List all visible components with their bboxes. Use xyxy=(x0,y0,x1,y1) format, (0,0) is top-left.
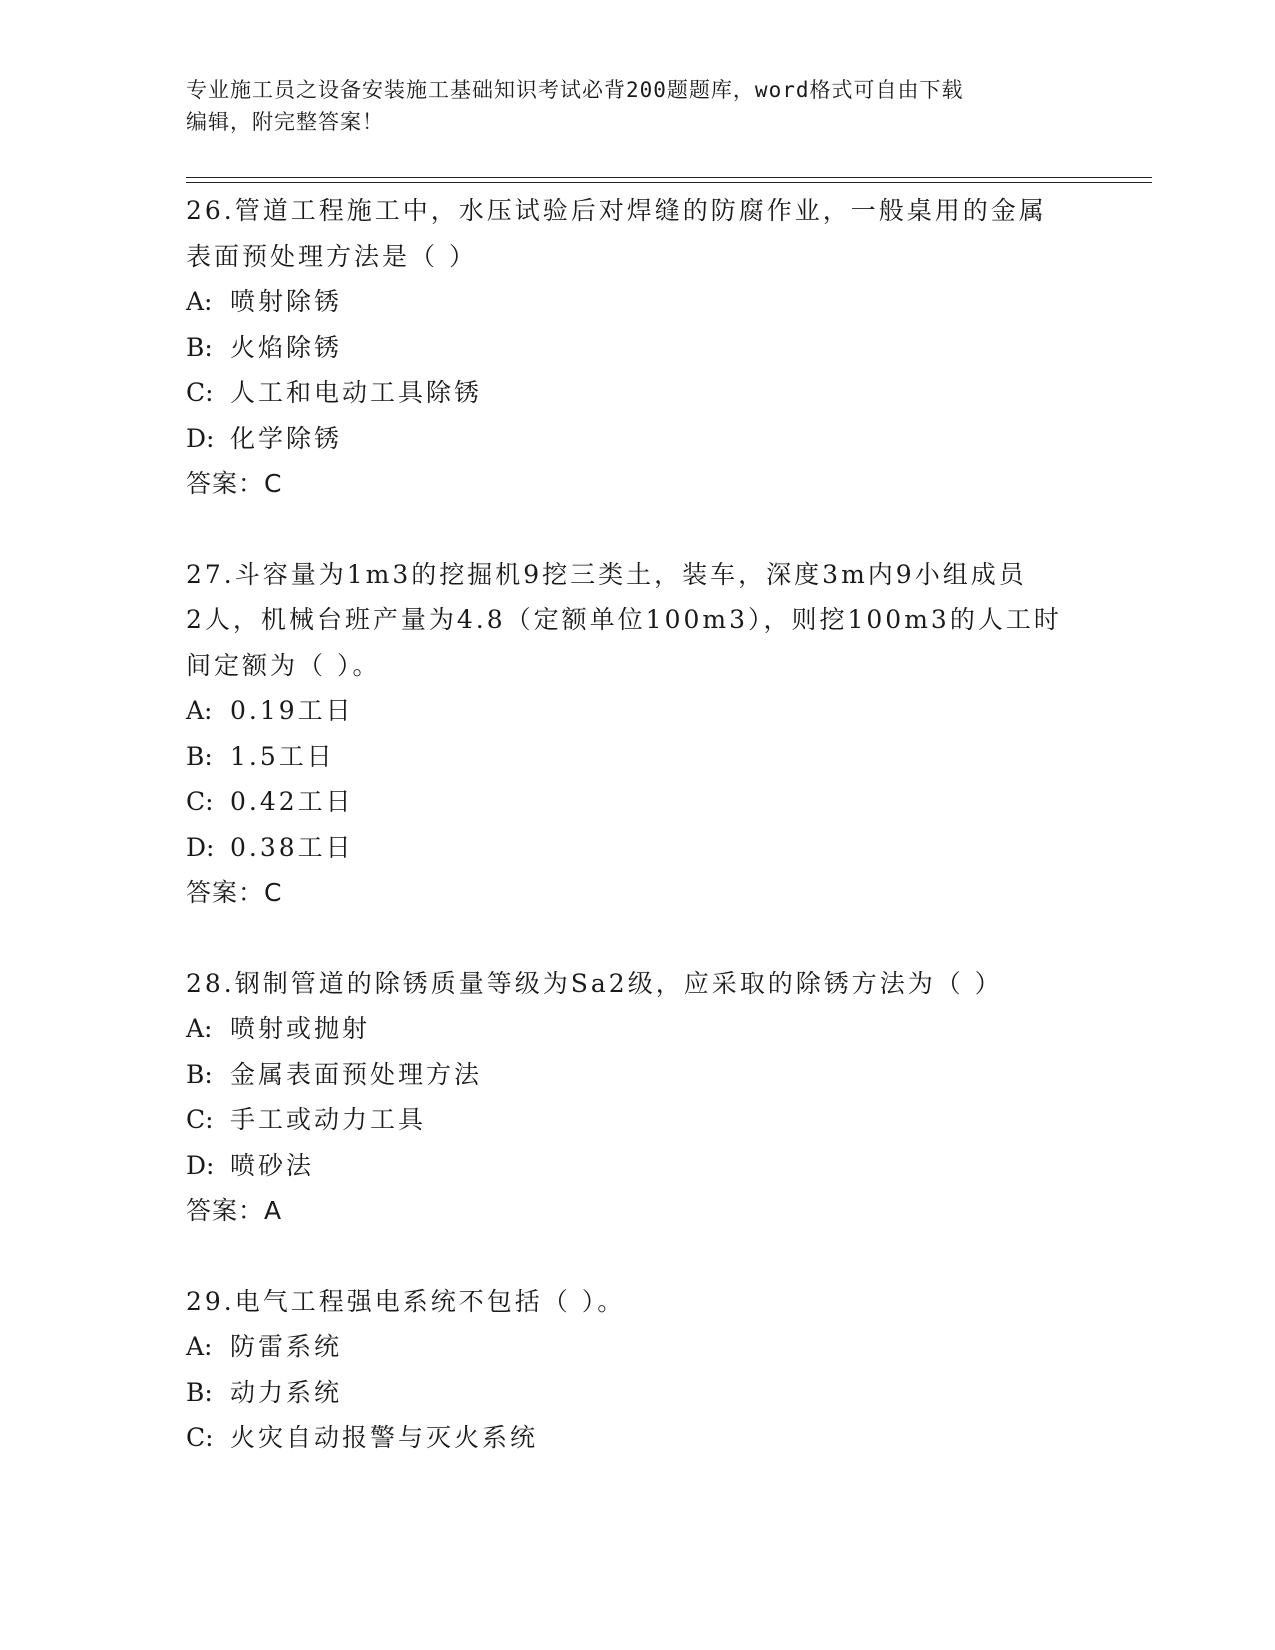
option-letter: C: xyxy=(186,787,214,816)
option-letter: D: xyxy=(186,1150,215,1180)
option-row xyxy=(186,1370,1146,1416)
option-text: 火灾自动报警与灭火系统 xyxy=(230,1423,539,1452)
question-block xyxy=(186,188,1146,507)
option-text: 0.19工日 xyxy=(230,696,354,725)
option-row xyxy=(186,1097,1146,1143)
option-text: 手工或动力工具 xyxy=(230,1105,427,1134)
option-text: 0.38工日 xyxy=(230,832,354,862)
option-text: 化学除锈 xyxy=(230,423,343,453)
option-letter: B: xyxy=(186,1059,213,1089)
question-text-line: 29.电气工程强电系统不包括（ ）。 xyxy=(186,1286,626,1316)
option-letter: D: xyxy=(186,832,215,862)
option-letter: A: xyxy=(186,696,213,725)
option-letter: B: xyxy=(186,1377,213,1407)
option-letter: C: xyxy=(186,1105,214,1134)
option-row xyxy=(186,1143,1146,1189)
option-row xyxy=(186,734,1146,780)
option-text: 喷射或抛射 xyxy=(230,1014,371,1043)
option-letter: B: xyxy=(186,741,213,771)
option-letter: D: xyxy=(186,423,215,453)
option-row xyxy=(186,825,1146,871)
document-header xyxy=(186,74,1086,138)
option-letter: A: xyxy=(186,1014,213,1043)
option-row xyxy=(186,1052,1146,1098)
option-text: 火焰除锈 xyxy=(230,332,343,362)
question-block xyxy=(186,961,1146,1234)
question-text-line: 间定额为（ ）。 xyxy=(186,650,381,680)
question-list xyxy=(186,188,1146,1506)
question-block xyxy=(186,552,1146,916)
option-text: 防雷系统 xyxy=(230,1332,343,1361)
option-letter: C: xyxy=(186,378,214,407)
option-letter: B: xyxy=(186,332,213,362)
answer-line: 答案：C xyxy=(186,469,283,498)
option-row xyxy=(186,416,1146,462)
option-text: 喷射除锈 xyxy=(230,287,343,316)
header-divider-top xyxy=(186,177,1152,178)
option-text: 动力系统 xyxy=(230,1377,343,1407)
question-text-line: 28.钢制管道的除锈质量等级为Sa2级，应采取的除锈方法为（ ） xyxy=(186,968,1003,998)
option-row xyxy=(186,1006,1146,1052)
option-row xyxy=(186,1415,1146,1461)
question-text-line: 表面预处理方法是（ ） xyxy=(186,241,477,271)
question-text-line: 27.斗容量为1m3的挖掘机9挖三类土，装车，深度3m内9小组成员 xyxy=(186,559,1027,589)
option-letter: C: xyxy=(186,1423,214,1452)
option-text: 人工和电动工具除锈 xyxy=(230,378,483,407)
option-row xyxy=(186,370,1146,416)
option-letter: A: xyxy=(186,287,213,316)
header-divider-bottom xyxy=(186,182,1152,183)
header-line-1: 专业施工员之设备安装施工基础知识考试必背200题题库，word格式可自由下载 xyxy=(186,78,964,102)
answer-line: 答案：A xyxy=(186,1196,283,1225)
answer-line: 答案：C xyxy=(186,878,283,907)
option-row xyxy=(186,1324,1146,1370)
header-line-2: 编辑，附完整答案！ xyxy=(186,110,384,134)
option-row xyxy=(186,279,1146,325)
option-row xyxy=(186,325,1146,371)
question-text-line: 26.管道工程施工中，水压试验后对焊缝的防腐作业，一般桌用的金属 xyxy=(186,196,1047,225)
option-row xyxy=(186,779,1146,825)
option-text: 金属表面预处理方法 xyxy=(230,1059,483,1089)
option-text: 1.5工日 xyxy=(230,741,335,771)
question-text-line: 2人，机械台班产量为4.8（定额单位100m3），则挖100m3的人工时 xyxy=(186,605,1062,634)
option-text: 0.42工日 xyxy=(230,787,354,816)
question-block xyxy=(186,1279,1146,1461)
option-row xyxy=(186,688,1146,734)
option-text: 喷砂法 xyxy=(230,1150,315,1180)
option-letter: A: xyxy=(186,1332,213,1361)
